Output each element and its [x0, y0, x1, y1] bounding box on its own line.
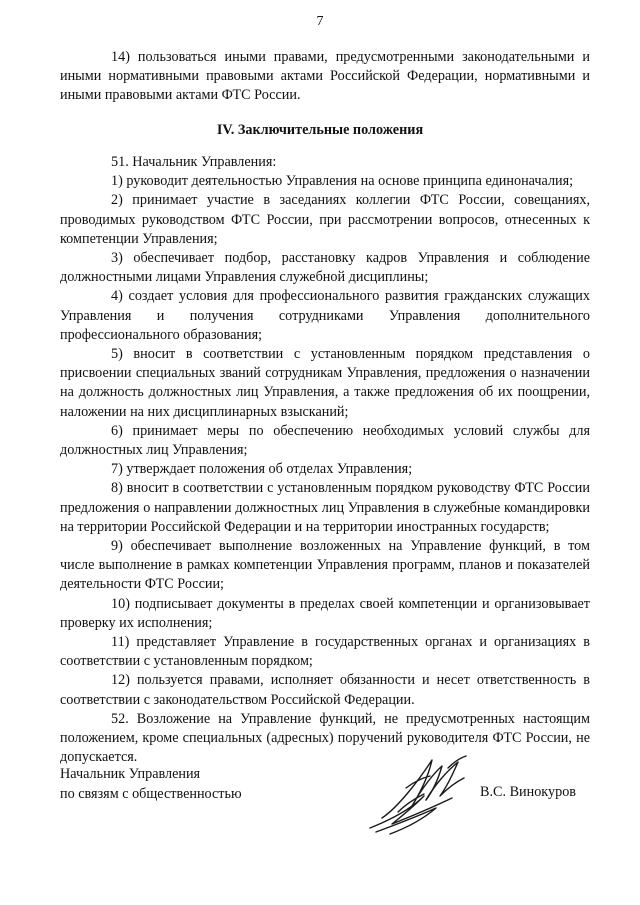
- paragraph-item-7: 7) утверждает положения об отделах Управления;: [111, 461, 413, 478]
- signatory-position-line-2: по связям с общественностью: [60, 786, 242, 802]
- item-14-block: [60, 48, 590, 106]
- handwritten-signature: [362, 748, 472, 838]
- paragraph-item-3: 3) обеспечивает подбор, расстановку кадров Управления и соблюдение должностными лицами Управления служебной дисциплины;: [60, 250, 590, 286]
- page-number: 7: [316, 14, 324, 29]
- paragraph-52: 52. Возложение на Управление функций, не предусмотренных настоящим положением, кроме специальных (адресных) поручений руководителя ФТС России, не допускается.: [60, 710, 590, 766]
- paragraph-item-5: 5) вносит в соответствии с установленным порядком представления о присвоении специальных званий сотрудникам Управления, предложения о назначении на должность должностных лиц Управления, а также предложения об их поощрении, наложении на них дисциплинарных взысканий;: [60, 346, 590, 420]
- section-heading: IV. Заключительные положения: [216, 122, 424, 138]
- paragraph-item-6: 6) принимает меры по обеспечению необходимых условий службы для должностных лиц Управления;: [60, 422, 590, 459]
- paragraph-item-9: 9) обеспечивает выполнение возложенных на Управление функций, в том числе выполнение в рамках компетенции Управления программ, планов и показателей деятельности ФТС России;: [60, 538, 590, 593]
- section-body: [60, 153, 590, 768]
- signatory-position: [60, 764, 242, 804]
- paragraph-item-4: 4) создает условия для профессионального развития гражданских служащих Управления и получения сотрудниками Управления дополнительного профессионального образования;: [60, 288, 590, 343]
- signatory-position-line-1: Начальник Управления: [60, 766, 201, 782]
- signatory-name: В.С. Винокуров: [480, 784, 576, 800]
- paragraph-51: 51. Начальник Управления:: [111, 154, 277, 170]
- paragraph-item-10: 10) подписывает документы в пределах своей компетенции и организовывает проверку их исполнения;: [60, 595, 590, 631]
- paragraph-item-11: 11) представляет Управление в государственных органах и организациях в соответствии с установленным порядком;: [60, 634, 590, 670]
- paragraph-item-8: 8) вносит в соответствии с установленным порядком руководству ФТС России предложения о направлении должностных лиц Управления в служебные командировки на территории Российской Федерации и на территории иностранных государств;: [60, 480, 590, 535]
- paragraph-item-12: 12) пользуется правами, исполняет обязанности и несет ответственность в соответствии с законодательством Российской Федерации.: [60, 672, 590, 708]
- paragraph-item-1: 1) руководит деятельностью Управления на основе принципа единоначалия;: [111, 173, 574, 190]
- item-14-paragraph: 14) пользоваться иными правами, предусмотренными законодательными и иными нормативными правовыми актами Российской Федерации, нормативными и иными правовыми актами ФТС России.: [60, 49, 590, 104]
- paragraph-item-2: 2) принимает участие в заседаниях коллегии ФТС России, совещаниях, проводимых руководством ФТС России, при рассмотрении вопросов, отнесенных к компетенции Управления;: [60, 192, 590, 247]
